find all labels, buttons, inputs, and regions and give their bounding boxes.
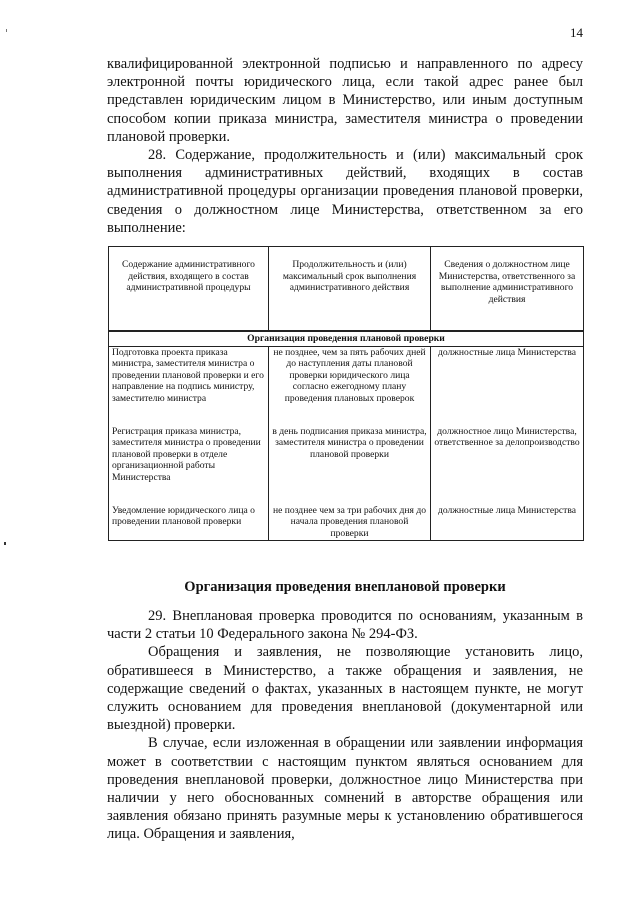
top-text-block [107, 55, 583, 237]
paragraph: 28. Содержание, продолжительность и (или) максимальный срок выполнения административных действий, входящих в состав административной процедуры организации проведения плановой проверки, сведения о должностном лице Министерства, ответственном за его выполнение: [107, 147, 583, 236]
table-header-row [109, 247, 584, 332]
procedure-table [108, 246, 584, 541]
column-header-duration: Продолжительность и (или) максимальный срок выполнения административного действия [269, 247, 431, 332]
paragraph: В случае, если изложенная в обращении или заявлении информация может в соответствии с настоящим пунктом являться основанием для проведения внеплановой проверки, должностное лицо Министерства при наличии у него обоснованных сомнений в авторстве обращения или заявления обязано принять разумные меры к установлению обратившегося лица. Обращения и заявления, [107, 735, 583, 843]
bottom-text-block [107, 607, 583, 844]
table-row [109, 426, 584, 505]
paragraph: 29. Внеплановая проверка проводится по основаниям, указанным в части 2 статьи 10 Федерального закона № 294-ФЗ. [107, 608, 583, 643]
column-header-action: Содержание административного действия, входящего в состав административной процедуры [109, 247, 269, 332]
scan-artifact [4, 542, 6, 545]
cell-duration: не позднее, чем за пять рабочих дней до наступления даты плановой проверки юридического лица согласно ежегодному плану проведения плановых проверок [269, 346, 431, 425]
page-number: 14 [570, 25, 583, 40]
cell-official: должностные лица Министерства [431, 346, 584, 425]
cell-action: Уведомление юридического лица о проведении плановой проверки [109, 505, 269, 541]
section-heading: Организация проведения внеплановой проверки [184, 579, 506, 595]
paragraph: Обращения и заявления, не позволяющие установить лицо, обратившееся в Министерство, а также обращения и заявления, не содержащие сведений о фактах, указанных в настоящем пункте, не могут служить основанием для проведения внеплановой (документарной или выездной) проверки. [107, 644, 583, 734]
column-header-official: Сведения о должностном лице Министерства, ответственного за выполнение административного действия [431, 247, 584, 332]
cell-official: должностное лицо Министерства, ответственное за делопроизводство [431, 426, 584, 505]
table-row [109, 505, 584, 541]
group-title: Организация проведения плановой проверки [109, 331, 584, 346]
table-group-row [109, 331, 584, 346]
table-row [109, 346, 584, 425]
cell-duration: не позднее чем за три рабочих дня до начала проведения плановой проверки [269, 505, 431, 541]
cell-action: Подготовка проекта приказа министра, заместителя министра о проведении плановой проверки и его направление на подпись министру, заместителю министра [109, 346, 269, 425]
cell-duration: в день подписания приказа министра, заместителя министра о проведении плановой проверки [269, 426, 431, 505]
cell-official: должностные лица Министерства [431, 505, 584, 541]
cell-action: Регистрация приказа министра, заместителя министра о проведении плановой проверки в отделе организационной работы Министерства [109, 426, 269, 505]
paragraph: квалифицированной электронной подписью и направленного по адресу электронной почты юридического лица, если такой адрес ранее был представлен юридическим лицом в Министерство, или иным доступным способом копии приказа министра, заместителя министра о проведении плановой проверки. [107, 56, 583, 145]
